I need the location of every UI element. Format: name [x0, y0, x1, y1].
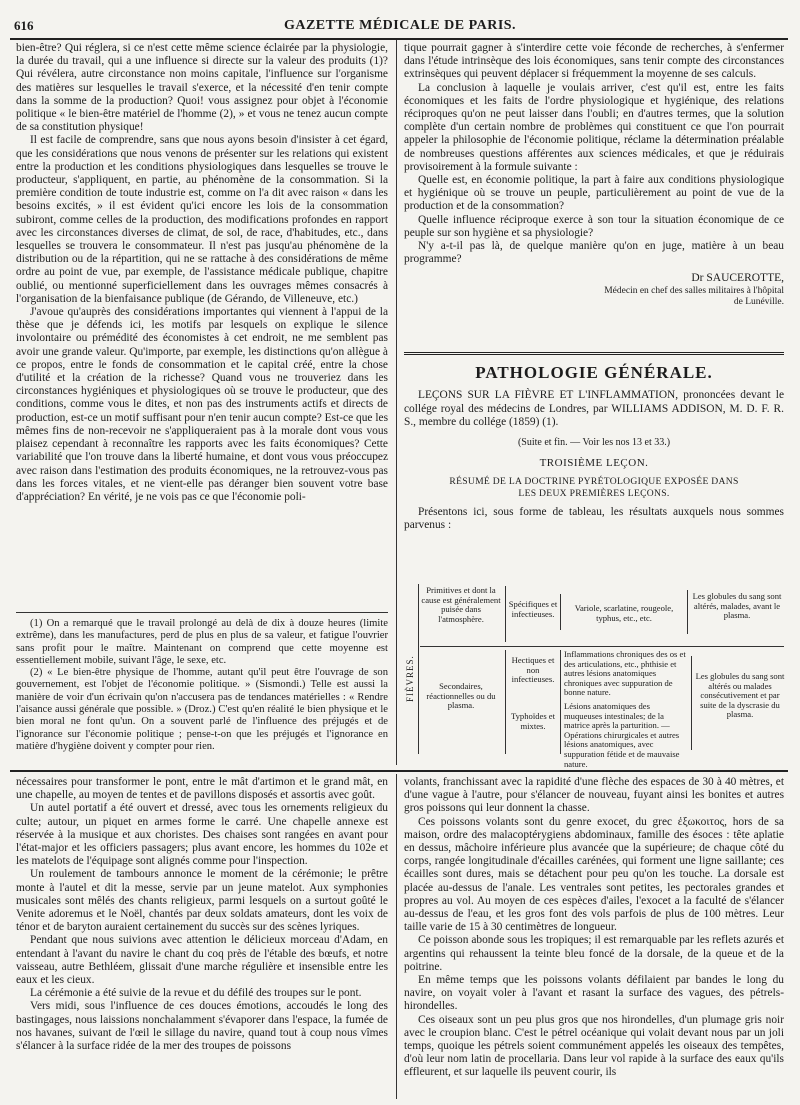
- paragraph: bien-être? Qui réglera, si ce n'est cette même science éclairée par la physiologie, la durée du travail, qui a une influence si directe sur la valeur des produits (1)? Qui révélera, autre circonstance non moins capitale, l'influence sur l'organisme des matières sur lesquelles le travail s'exerce, et la nécessité d'en tenir compte dans la somme de la production? Quoi! vous assignez pour objet à l'économie politique « le bien-être matériel de l'homme (2), » et vous ne tenez aucun compte de sa constitution physique!: [16, 42, 388, 134]
- paragraph: En même temps que les poissons volants défilaient par bandes le long du navire, on voyait voler à l'avant et rasant la surface des vagues, des pétrels-hirondelles.: [404, 974, 784, 1013]
- author-role: Médecin en chef des salles militaires à l'hôpital: [604, 285, 784, 296]
- hectiques-cell: Hectiques et non infectieuses.: [511, 655, 555, 685]
- variole-cell: Variole, scarlatine, rougeole, typhus, etc., etc.: [574, 603, 674, 623]
- paragraph: La cérémonie a été suivie de la revue et du défilé des troupes sur le pont.: [30, 987, 362, 1000]
- paragraph: Un autel portatif a été ouvert et dressé, avec tous les ornements religieux du culte; autour, un piquet en armes forme le carré. Une chapelle annexe est réservée à la musique et aux choristes. Des chaises sont rangées en avant pour l'état-major et les officiers passagers; plus avant encore, les hommes du 102e et les matelots de l'équipage sont alignés comme pour l'inspection.: [16, 802, 388, 868]
- header-rule: [10, 38, 788, 40]
- primitives-cell: Primitives et dont la cause est généralement puisée dans l'atmosphère.: [421, 585, 501, 624]
- typhoides-cell: Typhoïdes et mixtes.: [510, 711, 556, 731]
- brace-line: [505, 586, 506, 642]
- paragraph: Pendant que nous suivions avec attention le délicieux morceau d'Adam, en entendant à l'avant du navire le chant du coq près de l'étable des bœufs, et notre vaisseau, autre Bethléem, glissait d'une marche régulière et insensible entre les eaux et les cieux.: [16, 934, 388, 987]
- lecture-heading: LEÇONS SUR LA FIÈVRE ET L'INFLAMMATION, prononcées devant le collége royal des médecins de Londres, par WILLIAMS ADDISON, M. D. F. R. S., membre du collége (1859) (1).: [404, 389, 784, 429]
- paragraph: Vers midi, sous l'influence de ces douces émotions, accoudés le long des bastingages, nous laissions nonchalamment s'évaporer dans l'espace, la fumée de nos havanes, suivant de l'œil le sillage du navire, quand tout à coup nous vîmes s'élancer à la surface ridée de la mer des troupes de poissons: [16, 1000, 388, 1053]
- author-role-place: de Lunéville.: [733, 296, 784, 307]
- left-column: [16, 42, 388, 504]
- paragraph: J'avoue qu'auprès des considérations importantes qui viennent à l'appui de la thèse que je défends ici, les motifs par lesquels on explique le silence involontaire ou prémédité des économistes à cet endroit, ne me semblent pas avoir une grande valeur. Qu'importe, par exemple, les distinctions qu'on allègue à ce propos, entre le fonds de consommation et le capital créé, entre la chose d'utilité et la création de la richesse? Quand vous ne trouveriez dans les circonstances hygiéniques et physiologiques où se trouve le producteur, que des conditions, comme vous le dites, et non pas des instruments actifs et directs de production, est-ce un motif suffisant pour n'en tenir aucun compte? Est-ce que les mêmes fins de non-recevoir ne s'appliqueraient pas à la morale dont vous vous plaisez cependant à reconnaître les rapports avec les faits économiques? Cette variabilité que l'on trouve dans la liberté humaine, et dont vous vous préoccupez avec raison dans l'estimation des produits économiques, ne la retrouvez-vous pas dans les forces vitales, et ne vient-elle pas déranger bien souvent votre base d'appréciation? En vérité, je ne vois pas ce que l'économie poli-: [16, 306, 388, 503]
- paragraph: nécessaires pour transformer le pont, entre le mât d'artimon et le grand mât, en une chapelle, au moyen de tentes et de pavillons disposés et assortis avec goût.: [16, 776, 388, 802]
- feuilleton-rule: [10, 770, 788, 772]
- brace-line: [505, 650, 506, 754]
- page-header: [14, 18, 786, 36]
- paragraph: Quelle influence réciproque exerce à son tour la situation économique de ce peuple sur son hygiène et sa physiologie?: [404, 213, 784, 239]
- resume-line: LES DEUX PREMIÈRES LEÇONS.: [518, 488, 670, 500]
- footnote: (1) On a remarqué que le travail prolongé au delà de dix à douze heures (limite extrême), dans les manufactures, perd de plus en plus de sa valeur, et fatigue l'ouvrier sans profit pour le maître. Maintenant on comprend que cette moyenne est essentiellement mobile, suivant l'âge, le sexe, etc.: [16, 618, 388, 666]
- paragraph: Quelle est, en économie politique, la part à faire aux conditions physiologique et hygiénique où se trouve un peuple, particulièrement au point de vue de la production et de la consommation?: [404, 174, 784, 213]
- brace-line: [691, 656, 692, 750]
- brace-line: [560, 650, 561, 754]
- secondaires-cell: Secondaires, réactionnelles ou du plasma.: [426, 681, 496, 711]
- section-title: PATHOLOGIE GÉNÉRALE.: [475, 363, 713, 382]
- specifiques-cell: Spécifiques et infectieuses.: [508, 599, 558, 619]
- inflammations-cell: Inflammations chroniques des os et des articulations, etc., phthisie et autres lésions anatomiques chroniques avec suppuration de bonne nature.: [564, 649, 686, 698]
- section-rule: [404, 352, 784, 355]
- globules-cell-1: Les globules du sang sont altérés, malades, avant le plasma.: [692, 591, 782, 621]
- column-divider: [396, 774, 397, 1099]
- globules-cell-2: Les globules du sang sont altérés ou malades consécutivement et par suite de la dyscrasie du plasma.: [695, 671, 785, 720]
- footnotes: [16, 618, 388, 753]
- paragraph: tique pourrait gagner à s'interdire cette voie féconde de recherches, à s'enfermer dans l'étude intrinsèque des lois économiques, sans tenir compte des circonstances extrinsèques qui peuvent déplacer si fréquemment la moyenne de ses calculs.: [404, 42, 784, 81]
- journal-title: GAZETTE MÉDICALE DE PARIS.: [283, 18, 517, 33]
- table-divider: [420, 646, 784, 647]
- fievres-label: FIÈVRES.: [405, 655, 415, 702]
- paragraph: Ces oiseaux sont un peu plus gros que nos hirondelles, d'un plumage gris noir avec le croupion blanc. C'est le pétrel océanique qui volait devant nous par un joli temps, quoique les pétrels soient communément appelés les oiseaux des tempêtes, d'où leur nom latin de procellaria. Dans leur vol rapide à la surface des eaux qu'ils effleurent, et sur laquelle ils peuvent courir, ils: [404, 1013, 784, 1079]
- right-column: [404, 42, 784, 308]
- paragraph: Présentons ici, sous forme de tableau, les résultats auxquels nous sommes parvenus :: [404, 506, 784, 532]
- pathologie-section: [404, 362, 784, 533]
- brace-line: [687, 590, 688, 634]
- bottom-left-column: [16, 776, 388, 1053]
- resume-heading: [404, 476, 784, 500]
- lesions-cell: Lésions anatomiques des muqueuses intestinales; de la matrice après la parturition. — Opérations chirurgicales et autres lésions anatomiques, avec suppuration fétide et de mauvaise nature.: [564, 701, 680, 769]
- brace-line: [560, 594, 561, 630]
- continuation-note: (Suite et fin. — Voir les nos 13 et 33.): [517, 436, 671, 448]
- resume-line: RÉSUMÉ DE LA DOCTRINE PYRÉTOLOGIQUE EXPOSÉE DANS: [449, 476, 739, 488]
- paragraph: Ces poissons volants sont du genre exocet, du grec ἐξωκοιτος, hors de sa maison, ordre des malacoptérygiens abdominaux, famille des ésoces : tête aplatie en dessus, mâchoire inférieure plus avancée que la supérieure; de chaque côté du corps, rangée longitudinale d'écailles carénées, qui forment une ligne saillante; ces écailles sont dures, mais se détachent pour peu qu'on les touche. La dorsale est placée au-dessus de l'anale. Les ventrales sont petites, les pectorales grandes et propres au vol. Au moyen de ces espèces d'ailes, l'exocet a la faculté de s'élancer au-dessus de l'eau, et les gros font des vols parfois de plus de 100 mètres. Leur taille varie de 15 à 30 centimètres de longueur.: [404, 815, 784, 934]
- paragraph: Un roulement de tambours annonce le moment de la cérémonie; le prêtre monte à l'autel et dit la messe, servie par un jeune matelot. Aux symphonies musicales sont mêlés des chants religieux, parmi lesquels on a surtout goûté le Venite adoremus et le Noël, chantés par deux soldats amateurs, dont les voix de ténor et de baryton auraient certainement du succès sur des scènes lyriques.: [16, 868, 388, 934]
- paragraph: La conclusion à laquelle je voulais arriver, c'est qu'il est, entre les faits économiques et les faits de l'ordre physiologique et hygiénique, des relations réciproques qu'on ne peut laisser dans l'oubli; en d'autres termes, que la solution complète d'un certain nombre de problèmes qui constituent ce que l'on pourrait appeler la philosophie de l'économie politique, réclame la détermination préalable de nombreuses questions afférentes aux sciences médicales, et que je réduirais provisoirement à la formule suivante :: [404, 81, 784, 173]
- fever-table: [404, 582, 788, 769]
- footnote-rule: [16, 612, 388, 613]
- third-lecture-heading: TROISIÈME LEÇON.: [539, 456, 649, 469]
- paragraph: Ce poisson abonde sous les tropiques; il est remarquable par les reflets azurés et argentins qui rehaussent la teinte bleu foncé de la dorsale, de la queue et de la poitrine.: [404, 934, 784, 973]
- paragraph: Il est facile de comprendre, sans que nous ayons besoin d'insister à cet égard, que les considérations que nous venons de présenter sur les relations qui existent entre la production et les conditions physiologiques dans lesquelles se trouve le producteur, s'appliquent, en partie, au phénomène de la consommation. Si la première condition de toute industrie est, comme on l'a dit avec raison « dans les besoins excités, » il est évident qu'ici encore les lois de la consommation subiront, comme celles de la production, des modifications profondes en rapport avec les circonstances diverses de climat, de sol, de race, d'habitudes, etc., dans lesquelles se trouvera le consommateur. Il n'est pas jusqu'au phénomène de la distribution ou de la répartition, qui ne se rattache à des considérations de même ordre au point de vue, par exemple, de l'assistance médicale publique, chapitre oublié, ou mentionné superficiellement dans les ouvrages mêmes consacrés à l'organisation de la bienfaisance publique (de Gérando, de Villeneuve, etc.): [16, 134, 388, 305]
- footnote: (2) « Le bien-être physique de l'homme, autant qu'il peut être l'ouvrage de son gouvernement, est l'objet de l'économie politique. » (Sismondi.) Telle est aussi la manière de voir d'un écrivain qu'on n'accusera pas de tendances matérielles : « Rendre l'aisance aussi générale que possible. » (Droz.) C'est qu'en réalité le bien physique et le bien moral ne font qu'un. On a souvent parlé de l'influence des préjugés et de l'ignorance sur l'économie politique ; pense-t-on que les préjugés et l'ignorance en matière d'hygiène doivent y compter pour rien.: [16, 667, 388, 752]
- paragraph: volants, franchissant avec la rapidité d'une flèche des espaces de 30 à 40 mètres, et d'une vague à l'autre, pour s'élancer de nouveau, fuyant ainsi les bonites et autres gros poissons qui leur donnent la chasse.: [404, 776, 784, 815]
- brace-line: [418, 584, 419, 754]
- bottom-right-column: [404, 776, 784, 1080]
- paragraph: N'y a-t-il pas là, de quelque manière qu'on en juge, matière à un beau programme?: [404, 240, 784, 266]
- author-signature: Dr SAUCEROTTE,: [691, 272, 784, 285]
- page-number: 616: [14, 18, 34, 33]
- column-divider: [396, 40, 397, 765]
